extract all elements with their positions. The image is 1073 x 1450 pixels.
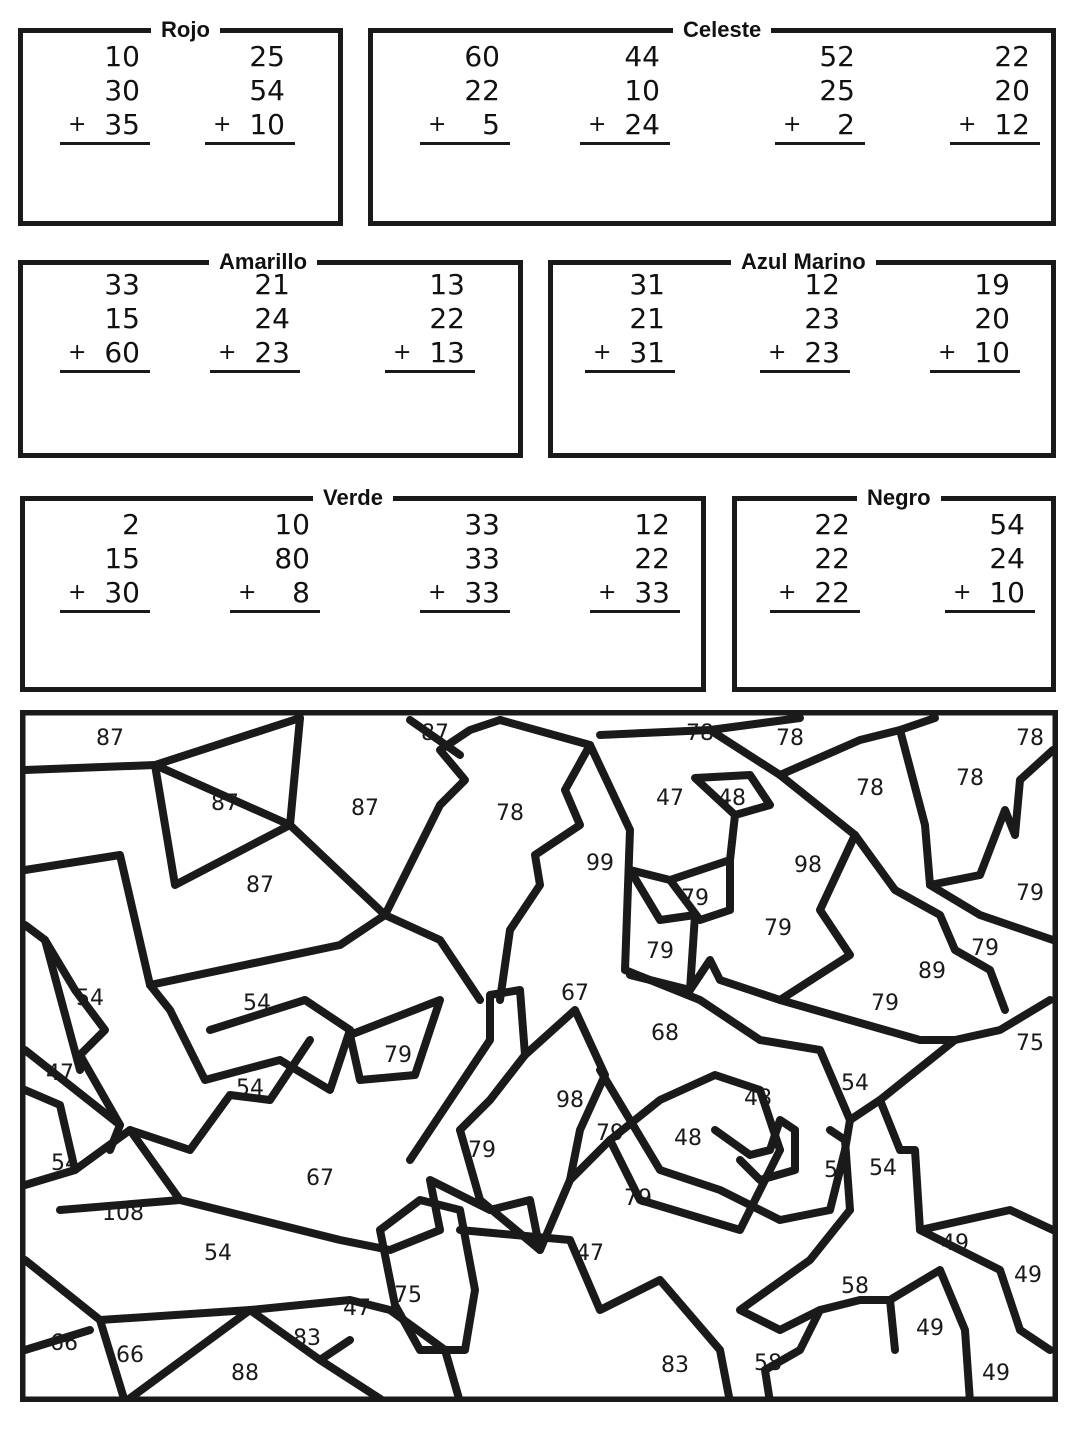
addend: 23 [804, 302, 840, 335]
addend: 15 [104, 302, 140, 335]
region-number-label: 54 [869, 1156, 897, 1181]
region-number-label: 67 [306, 1166, 334, 1191]
addend: 33 [634, 576, 670, 609]
group-title: Rojo [151, 17, 220, 43]
region-number-label: 75 [1016, 1031, 1044, 1056]
region-number-label: 49 [941, 1231, 969, 1256]
addend: 30 [104, 576, 140, 609]
region-number-label: 54 [76, 986, 104, 1011]
addend: 12 [994, 108, 1030, 141]
region-number-label: 67 [561, 981, 589, 1006]
region-number-label: 87 [96, 726, 124, 751]
region-number-label: 75 [394, 1283, 422, 1308]
addend: 20 [974, 302, 1010, 335]
region-number-label: 58 [754, 1351, 782, 1376]
addend: 22 [814, 508, 850, 541]
group-title: Negro [857, 485, 941, 511]
region-number-label: 54 [236, 1076, 264, 1101]
region-number-label: 83 [661, 1353, 689, 1378]
region-number-label: 89 [918, 959, 946, 984]
region-number-label: 49 [1014, 1263, 1042, 1288]
region-number-label: 54 [51, 1151, 79, 1176]
region-number-label: 87 [421, 721, 449, 746]
addition-problem [775, 40, 865, 145]
addend: 10 [104, 40, 140, 73]
addition-problem [420, 508, 510, 613]
plus-sign: + [428, 112, 447, 137]
addition-problem [60, 268, 150, 373]
addend: 33 [464, 508, 500, 541]
addition-problem [760, 268, 850, 373]
region-number-label: 79 [971, 936, 999, 961]
addend: 31 [629, 268, 665, 301]
addend: 54 [989, 508, 1025, 541]
region-number-label: 87 [351, 796, 379, 821]
plus-sign: + [428, 580, 447, 605]
addend: 80 [274, 542, 310, 575]
addend: 10 [974, 336, 1010, 369]
plus-sign: + [938, 340, 957, 365]
addend: 5 [482, 108, 500, 141]
addend: 30 [104, 74, 140, 107]
region-number-label: 79 [624, 1186, 652, 1211]
coloring-picture [20, 710, 1058, 1402]
addend: 33 [464, 542, 500, 575]
addend: 25 [249, 40, 285, 73]
group-title: Verde [313, 485, 393, 511]
region-number-label: 98 [794, 853, 822, 878]
addend: 60 [464, 40, 500, 73]
addend: 22 [464, 74, 500, 107]
addition-problem [230, 508, 320, 613]
addend: 60 [104, 336, 140, 369]
addend: 15 [104, 542, 140, 575]
plus-sign: + [68, 580, 87, 605]
plus-sign: + [958, 112, 977, 137]
region-number-label: 78 [776, 726, 804, 751]
addition-problem [385, 268, 475, 373]
region-number-label: 78 [496, 801, 524, 826]
addition-problem [580, 40, 670, 145]
addition-problem [945, 508, 1035, 613]
addend: 33 [104, 268, 140, 301]
region-number-label: 49 [916, 1316, 944, 1341]
addend: 19 [974, 268, 1010, 301]
addend: 21 [254, 268, 290, 301]
addend: 25 [819, 74, 855, 107]
addition-problem [60, 40, 150, 145]
region-number-label: 47 [656, 786, 684, 811]
region-number-label: 79 [468, 1138, 496, 1163]
addend: 10 [274, 508, 310, 541]
region-number-label: 83 [293, 1326, 321, 1351]
addition-problem [420, 40, 510, 145]
region-number-label: 78 [1016, 726, 1044, 751]
plus-sign: + [598, 580, 617, 605]
region-number-label: 47 [576, 1241, 604, 1266]
region-number-label: 79 [596, 1121, 624, 1146]
region-number-label: 48 [744, 1086, 772, 1111]
plus-sign: + [588, 112, 607, 137]
addend: 8 [292, 576, 310, 609]
region-number-label: 98 [556, 1088, 584, 1113]
addend: 54 [249, 74, 285, 107]
region-number-label: 49 [982, 1361, 1010, 1386]
addend: 21 [629, 302, 665, 335]
region-number-label: 54 [204, 1241, 232, 1266]
plus-sign: + [68, 340, 87, 365]
addend: 44 [624, 40, 660, 73]
region-number-label: 48 [718, 786, 746, 811]
addend: 22 [634, 542, 670, 575]
addend: 12 [804, 268, 840, 301]
plus-sign: + [783, 112, 802, 137]
region-number-label: 54 [243, 991, 271, 1016]
addition-problem [60, 508, 150, 613]
plus-sign: + [393, 340, 412, 365]
addend: 23 [254, 336, 290, 369]
group-title: Amarillo [209, 249, 317, 275]
plus-sign: + [238, 580, 257, 605]
addition-problem [205, 40, 295, 145]
plus-sign: + [768, 340, 787, 365]
addition-problem [930, 268, 1020, 373]
addend: 10 [989, 576, 1025, 609]
region-number-label: 58 [841, 1274, 869, 1299]
addend: 2 [122, 508, 140, 541]
region-number-label: 48 [674, 1126, 702, 1151]
addend: 52 [819, 40, 855, 73]
region-number-label: 54 [841, 1071, 869, 1096]
plus-sign: + [68, 112, 87, 137]
addend: 10 [624, 74, 660, 107]
plus-sign: + [778, 580, 797, 605]
addend: 22 [814, 576, 850, 609]
addition-problem [770, 508, 860, 613]
plus-sign: + [213, 112, 232, 137]
region-number-label: 87 [246, 873, 274, 898]
region-number-label: 78 [856, 776, 884, 801]
region-number-label: 87 [211, 791, 239, 816]
region-number-label: 79 [1016, 881, 1044, 906]
region-number-label: 79 [764, 916, 792, 941]
region-number-label: 66 [50, 1331, 78, 1356]
region-number-label: 79 [646, 939, 674, 964]
region-number-label: 99 [586, 851, 614, 876]
addend: 12 [634, 508, 670, 541]
addend: 31 [629, 336, 665, 369]
region-number-label: 88 [231, 1361, 259, 1386]
group-title: Azul Marino [731, 249, 876, 275]
addend: 22 [814, 542, 850, 575]
addend: 33 [464, 576, 500, 609]
plus-sign: + [953, 580, 972, 605]
region-number-label: 66 [116, 1343, 144, 1368]
addend: 13 [429, 268, 465, 301]
region-number-label: 108 [102, 1201, 144, 1226]
group-title: Celeste [673, 17, 771, 43]
addend: 2 [837, 108, 855, 141]
addend: 24 [624, 108, 660, 141]
plus-sign: + [218, 340, 237, 365]
addend: 35 [104, 108, 140, 141]
region-number-label: 47 [46, 1061, 74, 1086]
addition-problem [950, 40, 1040, 145]
addend: 13 [429, 336, 465, 369]
addition-problem [585, 268, 675, 373]
addend: 22 [429, 302, 465, 335]
plus-sign: + [593, 340, 612, 365]
region-number-label: 68 [651, 1021, 679, 1046]
region-number-label: 79 [681, 886, 709, 911]
addend: 24 [254, 302, 290, 335]
region-number-label: 47 [343, 1296, 371, 1321]
addend: 23 [804, 336, 840, 369]
addition-problem [590, 508, 680, 613]
region-number-label: 79 [384, 1043, 412, 1068]
addend: 20 [994, 74, 1030, 107]
addend: 10 [249, 108, 285, 141]
region-number-label: 79 [871, 991, 899, 1016]
region-number-label: 78 [956, 766, 984, 791]
region-number-label: 78 [686, 721, 714, 746]
addition-problem [210, 268, 300, 373]
addend: 24 [989, 542, 1025, 575]
addend: 22 [994, 40, 1030, 73]
region-number-label: 54 [824, 1158, 852, 1183]
